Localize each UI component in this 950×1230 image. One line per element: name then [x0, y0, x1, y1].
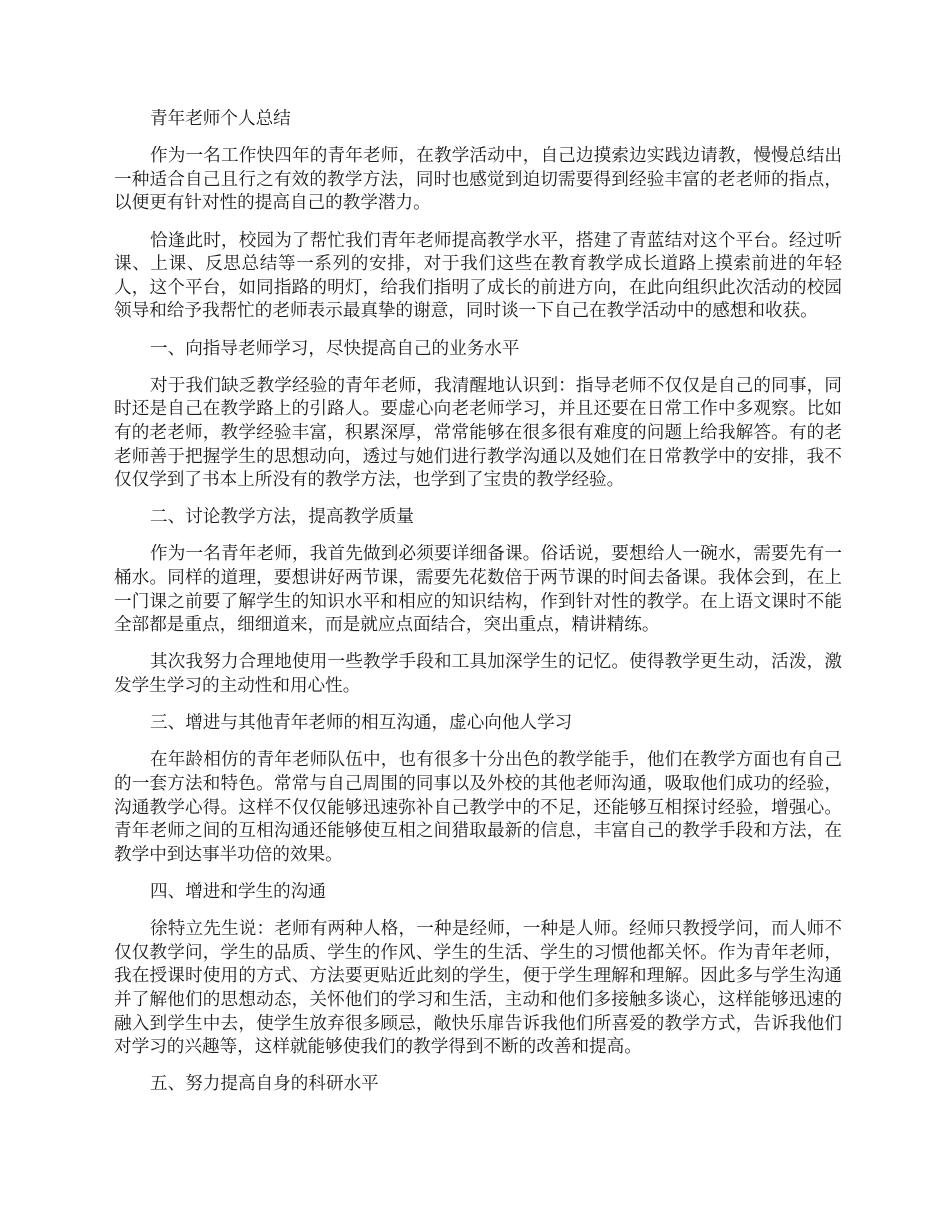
section-heading-1: 一、向指导老师学习，尽快提高自己的业务水平: [150, 338, 520, 359]
paragraph-section-2b: 其次我努力合理地使用一些教学手段和工具加深学生的记忆。使得教学更生动，活泼，激发学生学习的主动性和用心性。: [114, 652, 842, 697]
document-title: 青年老师个人总结: [150, 109, 291, 129]
section-heading-3: 三、增进与其他青年老师的相互沟通，虚心向他人学习: [150, 713, 573, 734]
document-body: [114, 108, 842, 1111]
paragraph-section-4: 徐特立先生说：老师有两种人格，一种是经师，一种是人师。经师只教授学问，而人师不仅仅教学问，学生的品质、学生的作风、学生的生活、学生的习惯他都关怀。作为青年老师，我在授课时使用的方式、方法要更贴近此刻的学生，便于学生理解和理解。因此多与学生沟通并了解他们的思想动态，关怀他们的学习和生活，主动和他们多接触多谈心，这样能够迅速的融入到学生中去，使学生放弃很多顾忌，敞快乐扉告诉我他们所喜爱的教学方式，告诉我他们对学习的兴趣等，这样就能够使我们的教学得到不断的改善和提高。: [114, 919, 842, 1058]
section-heading-2: 二、讨论教学方法，提高教学质量: [150, 507, 414, 528]
section-heading-5: 五、努力提高自身的科研水平: [150, 1074, 379, 1095]
paragraph-section-1: 对于我们缺乏教学经验的青年老师，我清醒地认识到：指导老师不仅仅是自己的同事，同时还是自己在教学路上的引路人。要虚心向老老师学习，并且还要在日常工作中多观察。比如有的老老师，教学经验丰富，积累深厚，常常能够在很多很有难度的问题上给我解答。有的老老师善于把握学生的思想动向，透过与她们进行教学沟通以及她们在日常教学中的安排，我不仅仅学到了书本上所没有的教学方法，也学到了宝贵的教学经验。: [114, 375, 842, 491]
paragraph-section-3: 在年龄相仿的青年老师队伍中，也有很多十分出色的教学能手，他们在教学方面也有自己的一套方法和特色。常常与自己周围的同事以及外校的其他老师沟通，吸取他们成功的经验，沟通教学心得。这样不仅仅能够迅速弥补自己教学中的不足，还能够互相探讨经验，增强心。青年老师之间的互相沟通还能够使互相之间猎取最新的信息，丰富自己的教学手段和方法，在教学中到达事半功倍的效果。: [114, 750, 842, 865]
paragraph-section-2a: 作为一名青年老师，我首先做到必须要详细备课。俗话说，要想给人一碗水，需要先有一桶水。同样的道理，要想讲好两节课，需要先花数倍于两节课的时间去备课。我体会到，在上一门课之前要了解学生的知识水平和相应的知识结构，作到针对性的教学。在上语文课时不能全部都是重点，细细道来，而是就应点面结合，突出重点，精讲精练。: [114, 544, 842, 636]
section-heading-4: 四、增进和学生的沟通: [150, 881, 326, 902]
paragraph-platform: 恰逢此时，校园为了帮忙我们青年老师提高教学水平，搭建了青蓝结对这个平台。经过听课、上课、反思总结等一系列的安排，对于我们这些在教育教学成长道路上摸索前进的年轻人，这个平台，如同指路的明灯，给我们指明了成长的前进方向，在此向组织此次活动的校园领导和给予我帮忙的老师表示最真挚的谢意，同时谈一下自己在教学活动中的感想和收获。: [114, 230, 842, 322]
paragraph-intro: 作为一名工作快四年的青年老师，在教学活动中，自己边摸索边实践边请教，慢慢总结出一种适合自己且行之有效的教学方法，同时也感觉到迫切需要得到经验丰富的老老师的指点，以便更有针对性的提高自己的教学潜力。: [114, 146, 842, 214]
